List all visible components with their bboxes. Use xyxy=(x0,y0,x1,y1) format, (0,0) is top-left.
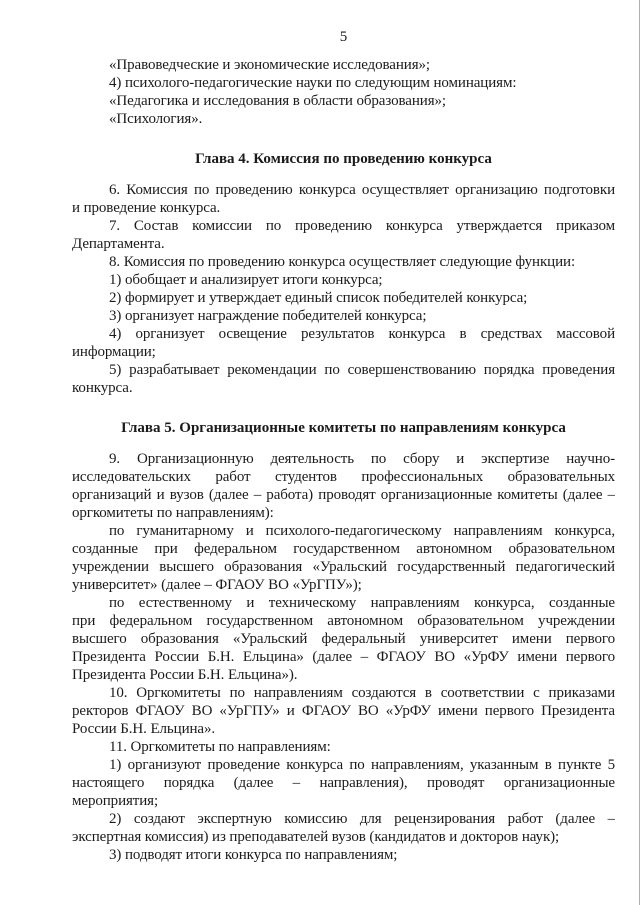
text-line: созданные при федеральном государственном автономном образовательном xyxy=(72,541,615,557)
text-line: Департамента. xyxy=(72,236,165,252)
text-line: 2) создают экспертную комиссию для рецензирования работ (далее – xyxy=(109,811,615,827)
text-line: по естественному и техническому направлениям конкурса, созданные xyxy=(109,595,615,611)
text-line: 6. Комиссия по проведению конкурса осуществляет организацию подготовки xyxy=(109,182,615,198)
page-number: 5 xyxy=(339,29,348,45)
text-line: организаций и вузов (далее – работа) проводят организационные комитеты (далее – xyxy=(72,487,615,503)
text-line: 2) формирует и утверждает единый список победителей конкурса; xyxy=(109,290,528,306)
text-line: и проведение конкурса. xyxy=(72,200,221,216)
text-line: 11. Оргкомитеты по направлениям: xyxy=(109,739,331,755)
text-line: мероприятия; xyxy=(72,793,159,809)
chapter-heading: Глава 4. Комиссия по проведению конкурса xyxy=(195,151,492,167)
text-line: 3) подводят итоги конкурса по направлениям; xyxy=(109,847,398,863)
text-line: университет» (далее – ФГАОУ ВО «УрГПУ»); xyxy=(72,577,362,593)
text-line: 3) организует награждение победителей конкурса; xyxy=(109,308,427,324)
text-line: настоящего порядка (далее – направления), проводят организационные xyxy=(72,775,615,791)
text-line: 9. Организационную деятельность по сбору и экспертизе научно- xyxy=(109,451,615,467)
document-body xyxy=(72,56,615,864)
text-line: экспертная комиссия) из преподавателей вузов (кандидатов и докторов наук); xyxy=(72,829,560,845)
text-line: учреждении высшего образования «Уральский государственный педагогический xyxy=(72,559,615,575)
text-line: России Б.Н. Ельцина». xyxy=(72,721,216,737)
text-line: информации; xyxy=(72,344,156,360)
text-line: по гуманитарному и психолого-педагогическому направлениям конкурса, xyxy=(109,523,615,539)
text-line: высшего образования «Уральский федеральный университет имени первого xyxy=(72,631,615,647)
text-line: конкурса. xyxy=(72,380,133,396)
text-line: исследовательских работ студентов профессиональных образовательных xyxy=(72,469,615,485)
text-line: Президента России Б.Н. Ельцина» (далее – ФГАОУ ВО «УрФУ имени первого xyxy=(72,649,615,665)
chapter-heading: Глава 5. Организационные комитеты по направлениям конкурса xyxy=(121,420,566,436)
text-line: «Правоведческие и экономические исследования»; xyxy=(109,57,430,73)
text-line: «Педагогика и исследования в области образования»; xyxy=(109,93,446,109)
text-line: 1) обобщает и анализирует итоги конкурса; xyxy=(109,272,383,288)
text-line: 1) организуют проведение конкурса по направлениям, указанным в пункте 5 xyxy=(109,757,615,773)
text-line: ректоров ФГАОУ ВО «УрГПУ» и ФГАОУ ВО «УрФУ имени первого Президента xyxy=(72,703,615,719)
text-line: Президента России Б.Н. Ельцина»). xyxy=(72,667,298,683)
text-line: 4) психолого-педагогические науки по следующим номинациям: xyxy=(109,75,517,91)
text-line: 5) разрабатывает рекомендации по совершенствованию порядка проведения xyxy=(109,362,615,378)
text-line: 8. Комиссия по проведению конкурса осуществляет следующие функции: xyxy=(109,254,576,270)
text-line: при федеральном государственном автономном образовательном учреждении xyxy=(72,613,615,629)
text-line: «Психология». xyxy=(109,111,203,127)
text-line: 4) организует освещение результатов конкурса в средствах массовой xyxy=(109,326,615,342)
text-line: 7. Состав комиссии по проведению конкурса утверждается приказом xyxy=(109,218,615,234)
text-line: оргкомитеты по направлениям): xyxy=(72,505,274,521)
text-line: 10. Оргкомитеты по направлениям создаются в соответствии с приказами xyxy=(109,685,615,701)
